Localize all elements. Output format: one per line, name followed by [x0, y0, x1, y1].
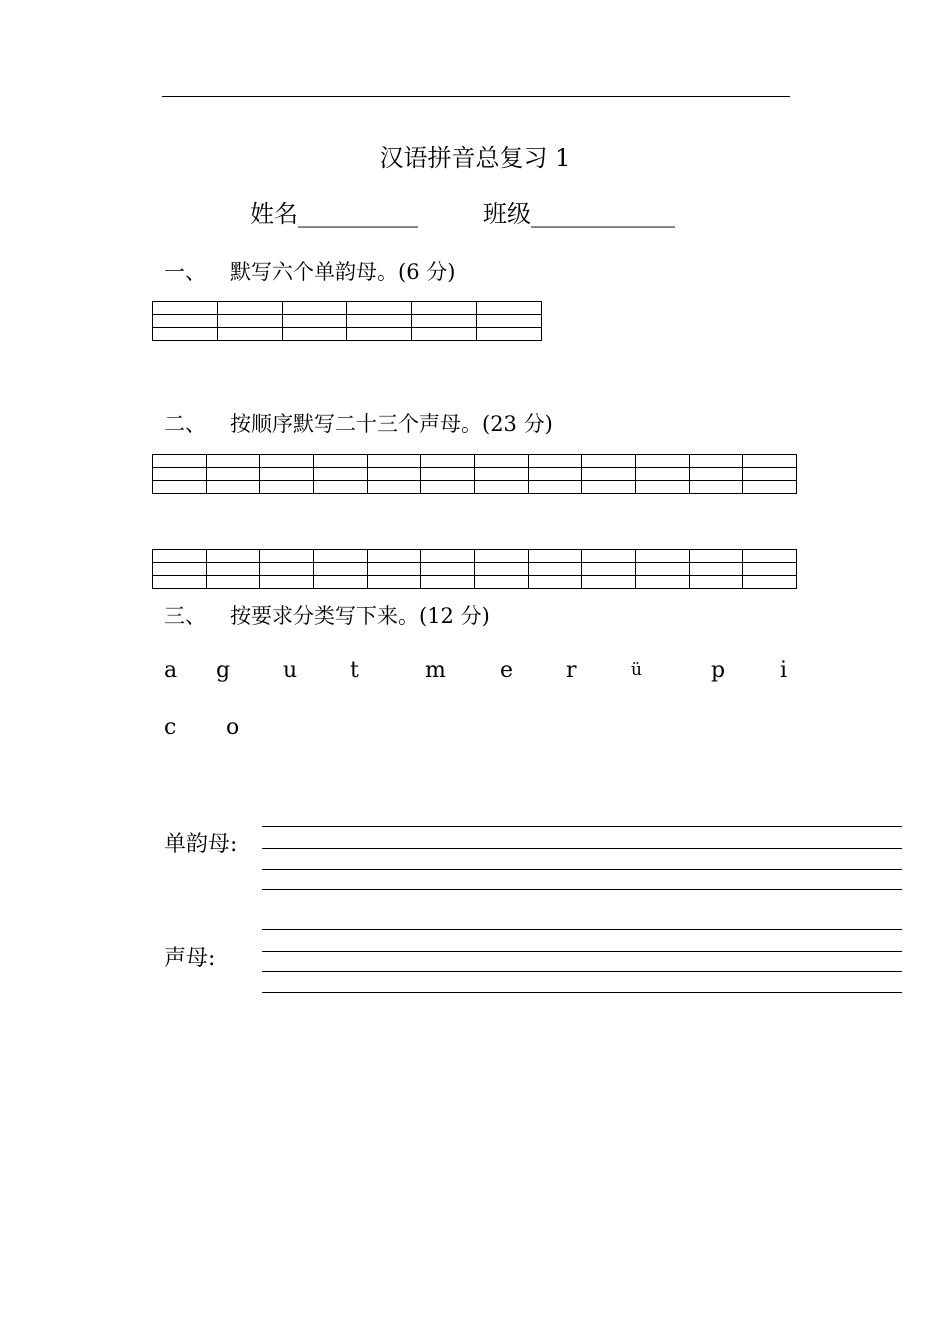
vowels-answer-label: 单韵母:	[164, 832, 238, 857]
class-field[interactable]	[483, 194, 675, 229]
letter: g	[216, 658, 231, 683]
name-field[interactable]	[250, 194, 418, 229]
section-1-number: 一、	[164, 260, 206, 284]
consonants-answer-label: 声母:	[164, 946, 216, 971]
vowels-writing-line[interactable]	[262, 848, 902, 849]
letter: u	[283, 658, 298, 683]
top-rule	[162, 96, 790, 97]
section-2-number: 二、	[164, 412, 206, 436]
letter: e	[500, 658, 514, 683]
consonant-writing-grid-2[interactable]	[152, 549, 797, 589]
vowels-writing-line[interactable]	[262, 869, 902, 870]
letters-row-2	[0, 715, 950, 745]
section-1-heading	[164, 256, 455, 286]
consonants-writing-line[interactable]	[262, 951, 902, 952]
letter: i	[780, 658, 788, 683]
vowel-writing-grid[interactable]	[152, 301, 542, 341]
class-label: 班级	[483, 200, 531, 228]
section-2-heading	[164, 408, 553, 438]
letter: m	[425, 658, 446, 683]
consonants-writing-line[interactable]	[262, 992, 902, 993]
section-2-text: 按顺序默写二十三个声母。(23 分)	[230, 412, 553, 436]
vowels-writing-line[interactable]	[262, 826, 902, 827]
vowels-writing-line[interactable]	[262, 889, 902, 890]
letter: c	[164, 715, 177, 740]
section-3-heading	[164, 600, 490, 630]
letter: r	[566, 658, 577, 683]
letter: o	[226, 715, 240, 740]
letter: p	[711, 658, 726, 683]
section-3-text: 按要求分类写下来。(12 分)	[230, 604, 490, 628]
consonant-writing-grid-1[interactable]	[152, 454, 797, 494]
page-title: 汉语拼音总复习 1	[379, 144, 571, 172]
section-1-text: 默写六个单韵母。(6 分)	[230, 260, 456, 284]
letter: t	[350, 658, 359, 683]
letter: a	[164, 658, 178, 683]
letter: ü	[631, 660, 642, 680]
name-label: 姓名	[250, 200, 298, 228]
section-3-number: 三、	[164, 604, 206, 628]
class-blank: ____________	[531, 200, 675, 228]
consonants-writing-line[interactable]	[262, 971, 902, 972]
name-blank: __________	[298, 200, 418, 228]
letters-row-1	[0, 658, 950, 688]
consonants-writing-line[interactable]	[262, 929, 902, 930]
